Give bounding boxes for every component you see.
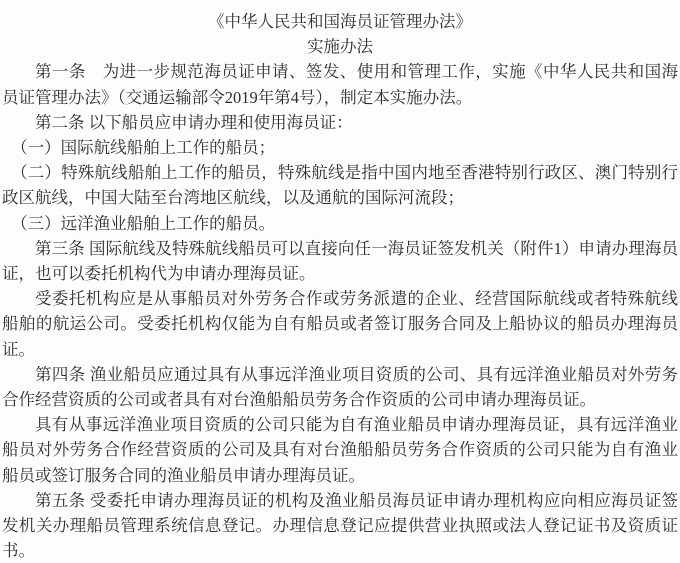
paragraph: 第三条 国际航线及特殊航线船员可以直接向任一海员证签发机关（附件1）申请办理海员证，也可以委托机构代为申请办理海员证。 bbox=[2, 238, 678, 284]
document-subtitle: 实施办法 bbox=[307, 37, 373, 57]
paragraph: 具有从事远洋渔业项目资质的公司只能为自有渔业船员申请办理海员证，具有远洋渔业船员对外劳务合作经营资质的公司及具有对台渔船船员劳务合作资质的公司只能为自有渔业船员或签订服务合同的渔业船员申请办理海员证。 bbox=[2, 415, 678, 485]
paragraph: （二）特殊航线船舶上工作的船员，特殊航线是指中国内地至香港特别行政区、澳门特别行政区航线，中国大陆至台湾地区航线，以及通航的国际河流段； bbox=[2, 163, 678, 208]
document-title: 《中华人民共和国海员证管理办法》 bbox=[208, 12, 472, 31]
paragraph: 第五条 受委托申请办理海员证的机构及渔业船员海员证申请办理机构应向相应海员证签发机关办理船员管理系统信息登记。办理信息登记应提供营业执照或法人登记证书及资质证书。 bbox=[2, 490, 678, 561]
paragraph: 受委托机构应是从事船员对外劳务合作或劳务派遣的企业、经营国际航线或者特殊航线船舶的航运公司。受委托机构仅能为自有船员或者签订服务合同及上船协议的船员办理海员证。 bbox=[2, 289, 678, 359]
paragraph: 第二条 以下船员应申请办理和使用海员证： bbox=[35, 112, 353, 132]
paragraph: （一）国际航线船舶上工作的船员； bbox=[11, 138, 276, 158]
document-body bbox=[2, 59, 678, 563]
paragraph: 第一条 为进一步规范海员证申请、签发、使用和管理工作，实施《中华人民共和国海员证管理办法》（交通运输部令2019年第4号），制定本实施办法。 bbox=[2, 62, 678, 107]
paragraph: （三）远洋渔业船舶上工作的船员。 bbox=[11, 213, 276, 233]
paragraph: 第四条 渔业船员应通过具有从事远洋渔业项目资质的公司、具有远洋渔业船员对外劳务合作经营资质的公司或者具有对台渔船船员劳务合作资质的公司申请办理海员证。 bbox=[2, 364, 678, 410]
